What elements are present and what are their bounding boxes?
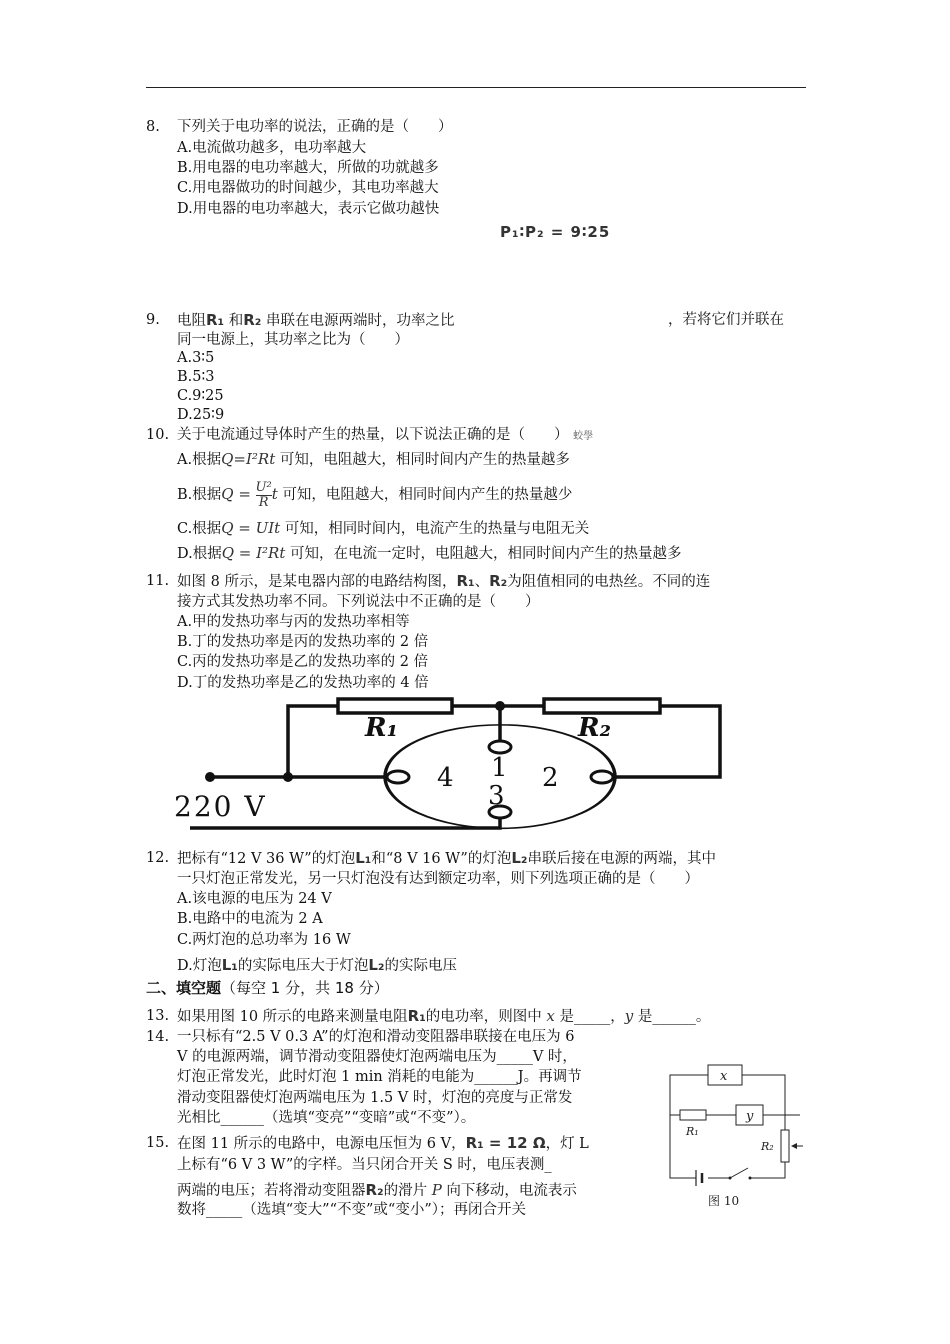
- q13-number: 13.: [146, 1008, 170, 1024]
- figure-8-circuit: [160, 692, 740, 842]
- q10-a-formula: Q=I²Rt: [221, 450, 276, 468]
- label-terminal-2: 2: [542, 763, 559, 793]
- q12-option-a: A.该电源的电压为 24 V: [177, 891, 332, 907]
- junction-left: [283, 772, 293, 782]
- q11-stem-line2: 接方式其发热功率不同。下列说法中不正确的是（ ）: [177, 594, 540, 610]
- label-terminal-4: 4: [437, 763, 454, 793]
- terminal-4: [387, 771, 409, 783]
- fig10-caption: 图 10: [708, 1194, 740, 1208]
- q10-d-formula: Q = I²Rt: [221, 544, 286, 562]
- fig10-resistor-r1: [680, 1110, 706, 1120]
- input-node: [205, 772, 215, 782]
- q8-stem: 下列关于电功率的说法，正确的是（ ）: [177, 119, 453, 135]
- q10-c-formula: Q = UIt: [221, 519, 281, 537]
- junction-top: [495, 701, 505, 711]
- seal-mark: 蛟學: [573, 431, 594, 442]
- wire-right: [615, 706, 720, 777]
- q9-option-d: D.25∶9: [177, 407, 225, 423]
- q15-line-1: 在图 11 所示的电路中，电源电压恒为 6 V，R₁ = 12 Ω，灯 L: [177, 1134, 589, 1152]
- q9-r1: R₁: [206, 311, 225, 329]
- fig10-label-y: y: [746, 1109, 754, 1124]
- q11-option-b: B.丁的发热功率是丙的发热功率的 2 倍: [177, 634, 429, 650]
- q8-number: 8.: [146, 119, 160, 135]
- q14-line-1: 一只标有“2.5 V 0.3 A”的灯泡和滑动变阻器串联接在电压为 6: [177, 1029, 575, 1045]
- q13-stem: 如果用图 10 所示的电路来测量电阻R₁的电功率，则图中 x 是_____，y 是______。: [177, 1007, 711, 1025]
- q10-option-a: A.根据Q=I²Rt 可知，电阻越大，相同时间内产生的热量越多: [177, 450, 570, 468]
- q12-stem-line2: 一只灯泡正常发光，另一只灯泡没有达到额定功率，则下列选项正确的是（ ）: [177, 871, 699, 887]
- q10-option-c: C.根据Q = UIt 可知，相同时间内，电流产生的热量与电阻无关: [177, 519, 590, 537]
- q10-option-d: D.根据Q = I²Rt 可知，在电流一定时，电阻越大，相同时间内产生的热量越多: [177, 544, 682, 562]
- q9-stem-tail: ，若将它们并联在: [668, 312, 784, 328]
- fig10-label-r2: R₂: [761, 1140, 774, 1153]
- q15-line-2: 上标有“6 V 3 W”的字样。当只闭合开关 S 时，电压表测_: [177, 1157, 552, 1173]
- q8-option-b: B.用电器的电功率越大，所做的功就越多: [177, 160, 439, 176]
- q8-option-c: C.用电器做功的时间越少，其电功率越大: [177, 180, 439, 196]
- q9-stem-line1: 电阻R₁ 和R₂ 串联在电源两端时，功率之比: [177, 311, 455, 329]
- q11-option-d: D.丁的发热功率是乙的发热功率的 4 倍: [177, 675, 429, 691]
- fig10-switch: [730, 1168, 748, 1178]
- ratio-fragment: P₁∶P₂ = 9∶25: [500, 223, 611, 241]
- q8-option-d: D.用电器的电功率越大，表示它做功越快: [177, 201, 440, 217]
- q10-number: 10.: [146, 427, 170, 443]
- q9-option-b: B.5∶3: [177, 369, 215, 385]
- terminal-1: [489, 741, 511, 753]
- q15-r1-equation: R₁ = 12 Ω: [465, 1134, 546, 1152]
- fig10-rheostat-r2: [781, 1130, 789, 1162]
- q10-option-b: B.根据Q = $\frac{\text{U²}}{R}$ t 可知，电阻越大，相同时间内产生的热量越少: [177, 479, 573, 510]
- q12-option-d: D.灯泡L₁的实际电压大于灯泡L₂的实际电压: [177, 956, 457, 974]
- q15-line-4: 数将_____（选填“变大”“不变”或“变小”）；再闭合开关: [177, 1202, 526, 1218]
- fig10-slider-arrow: [791, 1143, 797, 1149]
- q9-number: 9.: [146, 312, 160, 328]
- q14-number: 14.: [146, 1029, 170, 1045]
- q9-option-a: A.3∶5: [177, 350, 215, 366]
- label-terminal-1: 1: [491, 753, 508, 783]
- resistor-r1: [338, 699, 452, 713]
- terminal-2: [591, 771, 613, 783]
- q10-b-fraction: $\frac{\text{U²}}{R}$: [255, 479, 272, 510]
- figure-10-circuit: [660, 1060, 805, 1215]
- q10-stem: 关于电流通过导体时产生的热量，以下说法正确的是（ ） 蛟學: [177, 427, 594, 443]
- header-rule: [146, 87, 806, 88]
- resistor-r2: [544, 699, 660, 713]
- q11-option-c: C.丙的发热功率是乙的发热功率的 2 倍: [177, 654, 429, 670]
- q14-line-4: 滑动变阻器使灯泡两端电压为 1.5 V 时，灯泡的亮度与正常发: [177, 1090, 573, 1106]
- q14-line-2: V 的电源两端，调节滑动变阻器使灯泡两端电压为_____V 时，: [177, 1049, 577, 1065]
- label-terminal-3: 3: [488, 781, 505, 811]
- label-r1: R₁: [365, 713, 398, 743]
- q14-line-5: 光相比______（选填“变亮”“变暗”或“不变”）。: [177, 1110, 476, 1126]
- q15-number: 15.: [146, 1135, 170, 1151]
- q14-line-3: 灯泡正常发光，此时灯泡 1 min 消耗的电能为______J。再调节: [177, 1069, 582, 1085]
- label-voltage: 220 V: [174, 790, 267, 823]
- q9-option-c: C.9∶25: [177, 388, 224, 404]
- fig10-label-r1: R₁: [686, 1125, 699, 1138]
- q9-stem-line2: 同一电源上，其功率之比为（ ）: [177, 332, 409, 348]
- q12-option-b: B.电路中的电流为 2 A: [177, 911, 323, 927]
- section-2-heading: 二、填空题（每空 1 分，共 18 分）: [146, 979, 389, 997]
- label-r2: R₂: [578, 713, 611, 743]
- q12-stem-line1: 把标有“12 V 36 W”的灯泡L₁和“8 V 16 W”的灯泡L₂串联后接在电源的两端，其中: [177, 849, 716, 867]
- q11-number: 11.: [146, 573, 170, 589]
- wire-left: [288, 706, 338, 777]
- q9-r2: R₂: [243, 311, 262, 329]
- fig10-label-x: x: [720, 1069, 728, 1084]
- q15-line-3: 两端的电压；若将滑动变阻器R₂的滑片 P 向下移动，电流表示: [177, 1181, 577, 1199]
- q12-number: 12.: [146, 850, 170, 866]
- q11-option-a: A.甲的发热功率与丙的发热功率相等: [177, 614, 410, 630]
- q8-option-a: A.电流做功越多，电功率越大: [177, 140, 367, 156]
- fig10-wire-top-left: [670, 1075, 708, 1115]
- q11-stem-line1: 如图 8 所示，是某电器内部的电路结构图，R₁、R₂为阻值相同的电热丝。不同的连: [177, 572, 711, 590]
- q12-option-c: C.两灯泡的总功率为 16 W: [177, 932, 351, 948]
